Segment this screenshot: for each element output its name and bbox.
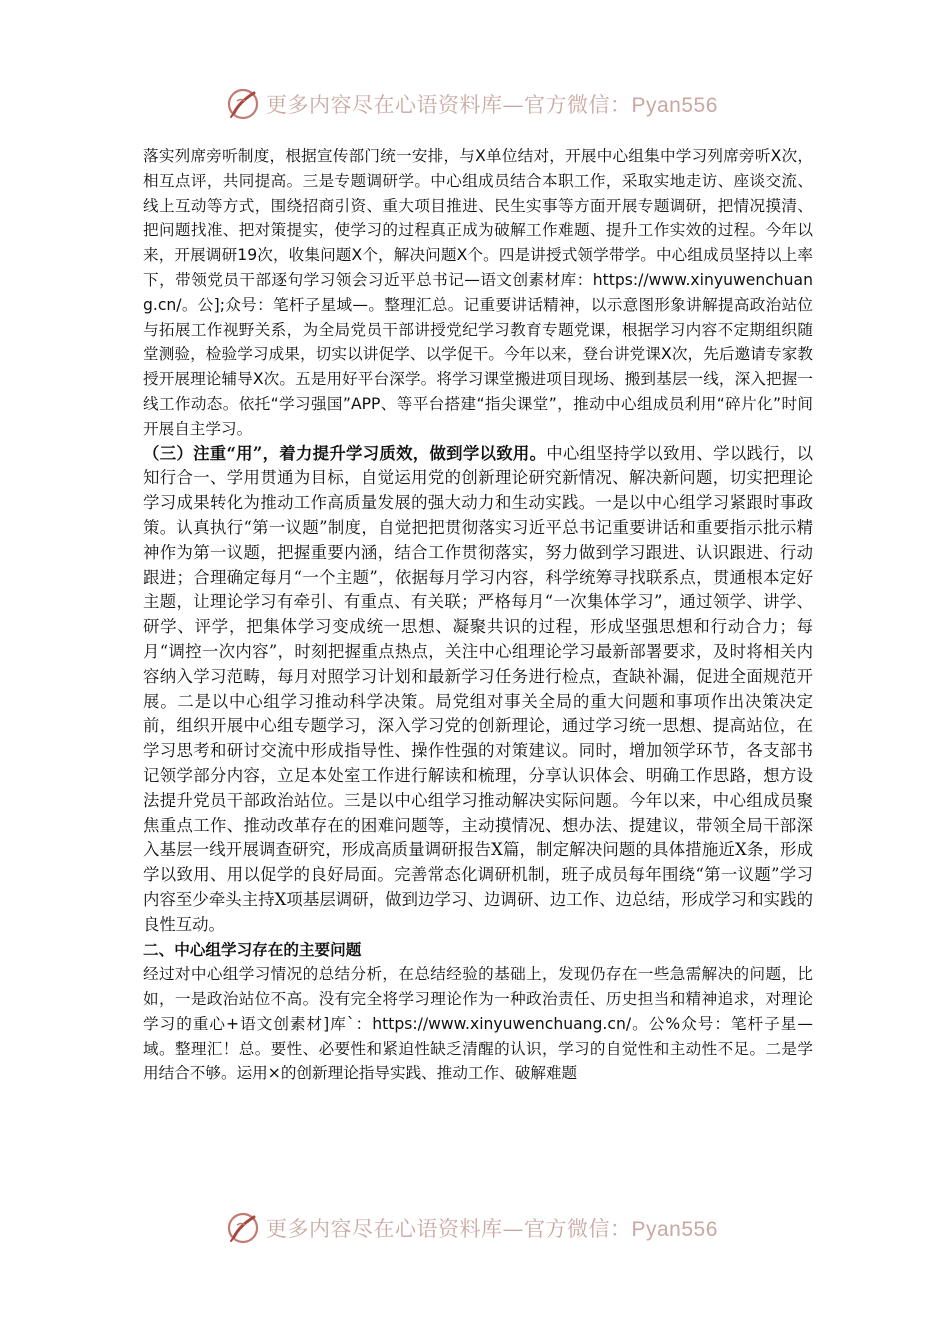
brush-logo-icon [226,1211,260,1245]
banner-wechat-id: Pyan556 [631,1218,718,1241]
section-3-text: 中心组坚持学以致用、学以践行，以知行合一、学用贯通为目标，自觉运用党的创新理论研究新情况、解决新问题，切实把理论学习成果转化为推动工作高质量发展的强大动力和生动实践。一是以中心组学习紧跟时事政策。认真执行“第一议题”制度，自觉把把贯彻落实习近平总书记重要讲话和重要指示批示精神作为第一议题，把握重要内涵，结合工作贯彻落实，努力做到学习跟进、认识跟进、行动跟进；合理确定每月“一个主题”，依据每月学习内容，科学统筹寻找联系点，贯通根本定好主题，让理论学习有牵引、有重点、有关联；严格每月“一次集体学习”，通过领学、讲学、研学、评学，把集体学习变成统一思想、凝聚共识的过程，形成坚强思想和行动合力；每月“调控一次内容”，时刻把握重点热点，关注中心组理论学习最新部署要求，及时将相关内容纳入学习范畴，每月对照学习计划和最新学习任务进行检点，查缺补漏，促进全面规范开展。二是以中心组学习推动科学决策。局党组对事关全局的重大问题和事项作出决策决定前，组织开展中心组专题学习，深入学习党的创新理论，通过学习统一思想、提高站位，在学习思考和研讨交流中形成指导性、操作性强的对策建议。同时，增加领学环节，各支部书记领学部分内容，立足本处室工作进行解读和梳理，分享认识体会、明确工作思路，想方设法提升党员干部政治站位。三是以中心组学习推动解决实际问题。今年以来，中心组成员聚焦重点工作、推动改革存在的困难问题等，主动摸情况、想办法、提建议，带领全局干部深入基层一线开展调查研究，形成高质量调研报告X篇，制定解决问题的具体措施近X条，形成学以致用、用以促学的良好局面。完善常态化调研机制，班子成员每年围绕“第一议题”学习内容至少牵头主持X项基层调研，做到边学习、边调研、边工作、边总结，形成学习和实践的良性互动。 [143,443,813,934]
banner-wechat-id: Pyan556 [631,94,718,117]
banner-label: 更多内容尽在心语资料库—官方微信：Pyan556 [266,93,718,117]
section-3-paragraph [143,442,813,938]
brush-logo-icon [226,87,260,121]
header-banner [226,84,726,124]
section-3-title: （三）注重“用”，着力提升学习质效，做到学以致用。 [143,443,547,463]
section-two-heading: 二、中心组学习存在的主要问题 [143,940,362,959]
document-body [143,144,813,1086]
body-paragraph-1: 落实列席旁听制度，根据宣传部门统一安排，与X单位结对，开展中心组集中学习列席旁听X次，相互点评，共同提高。三是专题调研学。中心组成员结合本职工作，采取实地走访、座谈交流、线上互动等方式，围绕招商引资、重大项目推进、民生实事等方面开展专题调研，把情况摸清、把问题找准、把对策提实，使学习的过程真正成为破解工作难题、提升工作实效的过程。今年以来，开展调研19次，收集问题X个，解决问题X个。四是讲授式领学带学。中心组成员坚持以上率下，带领党员干部逐句学习领会习近平总书记—语文创素材库：https://www.xinyuwenchuang.cn/。公];众号：笔杆子星域—。整理汇总。记重要讲话精神，以示意图形象讲解提高政治站位与拓展工作视野关系，为全局党员干部讲授党纪学习教育专题党课，根据学习内容不定期组织随堂测验，检验学习成果，切实以讲促学、以学促干。今年以来，登台讲党课X次，先后邀请专家教授开展理论辅导X次。五是用好平台深学。将学习课堂搬进项目现场、搬到基层一线，深入把握一线工作动态。依托“学习强国”APP、等平台搭建“指尖课堂”，推动中心组成员利用“碎片化”时间开展自主学习。 [143,147,813,438]
footer-banner [226,1208,726,1248]
body-paragraph-last: 经过对中心组学习情况的总结分析，在总结经验的基础上，发现仍存在一些急需解决的问题，比如，一是政治站位不高。没有完全将学习理论作为一种政治责任、历史担当和精神追求，对理论学习的重心+语文创素材]库`：https://www.xinyuwenchuang.cn/。公%众号：笔杆子星—域。整理汇！总。要性、必要性和紧迫性缺乏清醒的认识，学习的自觉性和主动性不足。二是学用结合不够。运用×的创新理论指导实践、推动工作、破解难题 [143,965,813,1083]
banner-label: 更多内容尽在心语资料库—官方微信：Pyan556 [266,1217,718,1241]
